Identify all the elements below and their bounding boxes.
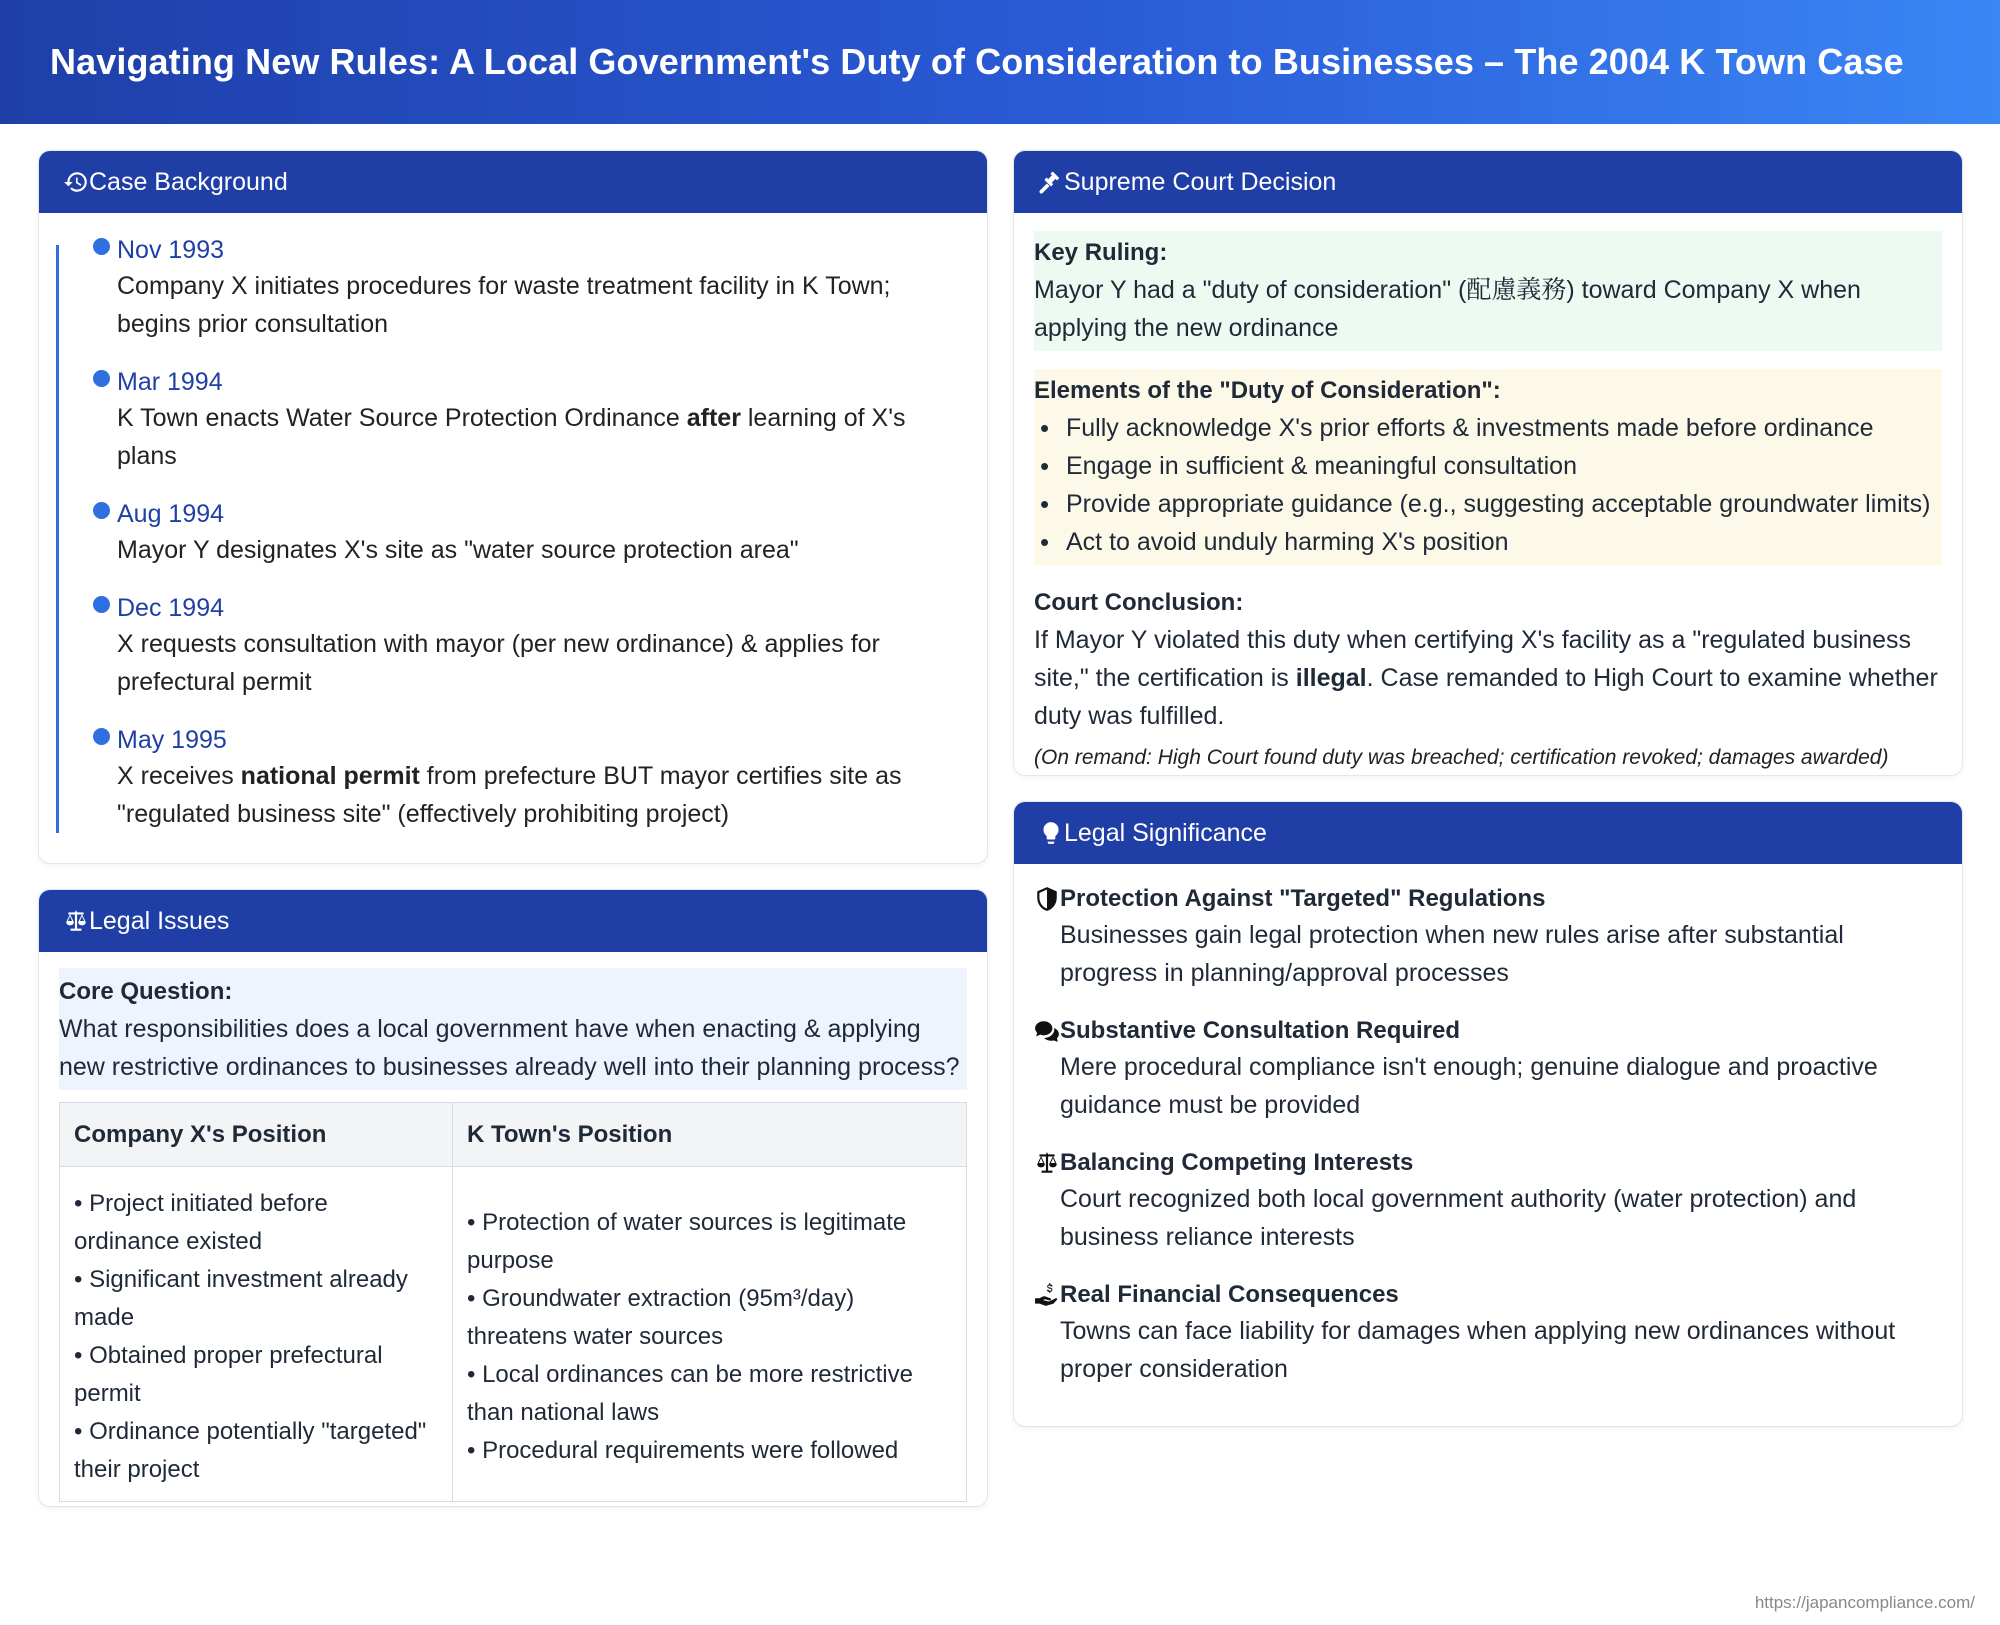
hand-dollar-icon <box>1034 1282 1060 1308</box>
significance-item-title: Balancing Competing Interests <box>1060 1149 1414 1176</box>
elements-box <box>1034 369 1942 565</box>
footer-url[interactable]: https://japancompliance.com/ <box>1754 1593 1975 1612</box>
elements-list <box>1034 409 1942 561</box>
timeline-item <box>117 365 967 475</box>
significance-item-title: Substantive Consultation Required <box>1060 1017 1461 1044</box>
comments-icon <box>1034 1018 1060 1044</box>
scales-icon <box>63 908 89 934</box>
significance-item-text: Mere procedural compliance isn't enough; genuine dialogue and proactive guidance must be provided <box>1060 1053 1878 1119</box>
list-item: • Act to avoid unduly harming X's position <box>1034 523 1942 561</box>
timeline-date: Nov 1993 <box>117 236 225 264</box>
timeline-date: Mar 1994 <box>117 368 223 396</box>
table-header-row <box>60 1103 967 1167</box>
significance-item-text: Towns can face liability for damages when applying new ordinances without proper consideration <box>1060 1317 1896 1383</box>
conclusion-text: If Mayor Y violated this duty when certifying X's facility as a "regulated business site," the certification is illegal. Case remanded to High Court to examine whether duty was fulfilled. <box>1034 626 1938 730</box>
timeline-text: K Town enacts Water Source Protection Ordinance after learning of X's plans <box>117 404 906 470</box>
timeline-dot <box>93 370 110 387</box>
elements-label: Elements of the "Duty of Consideration": <box>1034 377 1501 404</box>
supreme-court-card <box>1013 150 1963 776</box>
table-row <box>60 1167 967 1502</box>
table-header: Company X's Position <box>60 1103 453 1167</box>
timeline-item <box>117 723 967 833</box>
page-header <box>0 0 2000 124</box>
remand-note: (On remand: High Court found duty was breached; certification revoked; damages awarded) <box>1034 746 1889 769</box>
case-background-header <box>39 151 987 213</box>
list-item: • Procedural requirements were followed <box>467 1437 899 1464</box>
timeline-line <box>56 245 59 833</box>
page-title: Navigating New Rules: A Local Government's Duty of Consideration to Businesses – The 2004 K Town Case <box>50 41 1904 82</box>
timeline-date: Dec 1994 <box>117 594 225 622</box>
list-item: • Groundwater extraction (95m³/day) threatens water sources <box>467 1285 855 1350</box>
significance-item <box>1034 1014 1942 1124</box>
positions-table <box>59 1102 967 1502</box>
timeline-date: Aug 1994 <box>117 500 225 528</box>
table-header: K Town's Position <box>453 1103 967 1167</box>
shield-icon <box>1034 886 1060 912</box>
legal-issues-header <box>39 890 987 952</box>
significance-item <box>1034 882 1942 992</box>
legal-issues-card <box>38 889 988 1507</box>
list-item: • Engage in sufficient & meaningful consultation <box>1034 447 1942 485</box>
timeline-dot <box>93 502 110 519</box>
significance-item <box>1034 1146 1942 1256</box>
town-position-cell <box>453 1167 967 1502</box>
significance-item-title: Real Financial Consequences <box>1060 1281 1399 1308</box>
significance-item-text: Businesses gain legal protection when new rules arise after substantial progress in planning/approval processes <box>1060 921 1844 987</box>
timeline-date: May 1995 <box>117 726 227 754</box>
timeline-text: Company X initiates procedures for waste treatment facility in K Town; begins prior consultation <box>117 272 891 338</box>
list-item: • Obtained proper prefectural permit <box>74 1342 383 1407</box>
key-ruling-text: Mayor Y had a "duty of consideration" (配慮義務) toward Company X when applying the new ordinance <box>1034 276 1861 342</box>
lightbulb-icon <box>1038 820 1064 846</box>
key-ruling-box <box>1034 231 1942 351</box>
timeline-item <box>117 591 967 701</box>
timeline-text: X requests consultation with mayor (per new ordinance) & applies for prefectural permit <box>117 630 880 696</box>
significance-item-title: Protection Against "Targeted" Regulations <box>1060 885 1546 912</box>
significance-card <box>1013 801 1963 1427</box>
conclusion-label: Court Conclusion: <box>1034 589 1244 616</box>
legal-issues-title: Legal Issues <box>89 906 230 935</box>
list-item: • Project initiated before ordinance existed <box>74 1190 328 1255</box>
significance-item-text: Court recognized both local government authority (water protection) and business reliance interests <box>1060 1185 1857 1251</box>
timeline-dot <box>93 238 110 255</box>
significance-item <box>1034 1278 1942 1388</box>
supreme-court-title: Supreme Court Decision <box>1064 167 1337 196</box>
list-item: • Local ordinances can be more restrictive than national laws <box>467 1361 913 1426</box>
timeline-item <box>117 497 967 569</box>
list-item: • Fully acknowledge X's prior efforts & investments made before ordinance <box>1034 409 1942 447</box>
timeline-dot <box>93 728 110 745</box>
significance-header <box>1014 802 1962 864</box>
timeline <box>59 233 967 833</box>
timeline-text: Mayor Y designates X's site as "water source protection area" <box>117 536 799 564</box>
gavel-icon <box>1038 169 1064 195</box>
core-question-box <box>59 968 967 1090</box>
list-item: • Provide appropriate guidance (e.g., suggesting acceptable groundwater limits) <box>1034 485 1942 523</box>
company-position-cell <box>60 1167 453 1502</box>
timeline-text: X receives national permit from prefecture BUT mayor certifies site as "regulated business site" (effectively prohibiting project) <box>117 762 902 828</box>
list-item: • Ordinance potentially "targeted" their project <box>74 1418 427 1483</box>
significance-title: Legal Significance <box>1064 818 1267 847</box>
case-background-card <box>38 150 988 864</box>
supreme-court-header <box>1014 151 1962 213</box>
scales-icon <box>1034 1150 1060 1176</box>
list-item: • Protection of water sources is legitimate purpose <box>467 1209 907 1274</box>
list-item: • Significant investment already made <box>74 1266 408 1331</box>
core-question-text: What responsibilities does a local government have when enacting & applying new restrictive ordinances to businesses already well into their planning process? <box>59 1015 960 1081</box>
case-background-title: Case Background <box>89 167 288 196</box>
timeline-dot <box>93 596 110 613</box>
core-question-label: Core Question: <box>59 978 233 1005</box>
timeline-item <box>117 233 967 343</box>
history-icon <box>63 169 89 195</box>
key-ruling-label: Key Ruling: <box>1034 239 1168 266</box>
